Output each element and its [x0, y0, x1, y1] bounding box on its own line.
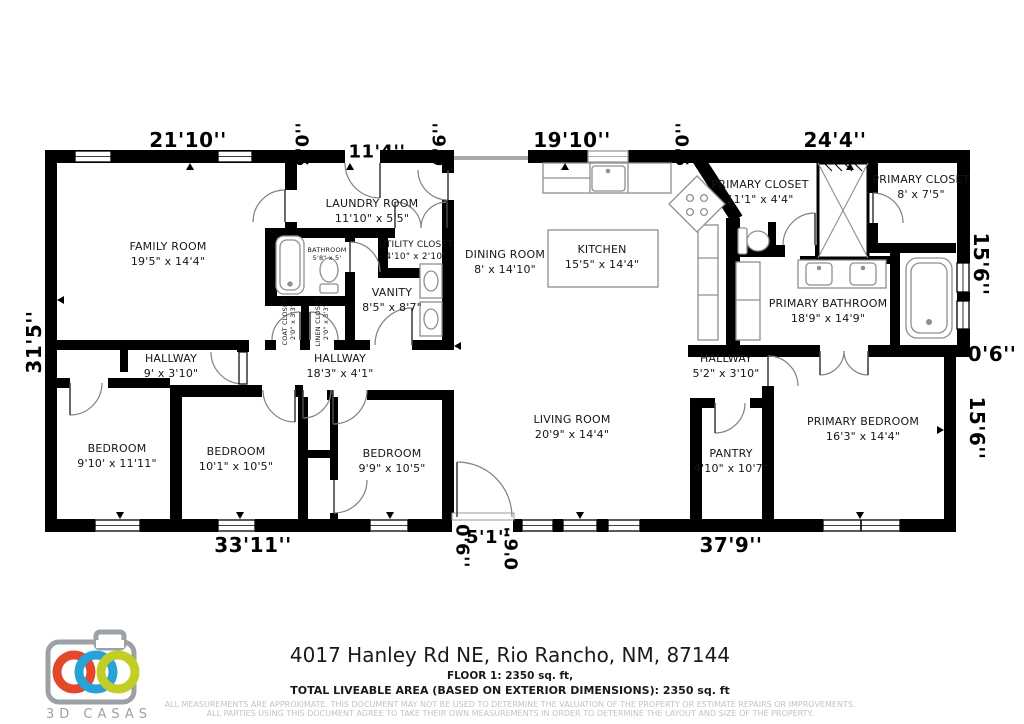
room-label-dining-room: DINING ROOM 8' x 14'10" [464, 248, 546, 276]
shower-icon [736, 262, 760, 340]
disclaimer-line-1: ALL MEASUREMENTS ARE APPROXIMATE. THIS DOCUMENT MAY NOT BE USED TO DETERMINE THE VALUATION OF THE PROPERTY OR ESTIMATE REPAIRS OR IMPROVEMENTS. [164, 700, 856, 709]
room-label-coat-closet: COAT CLOSET 2'0" x 3'3" [281, 298, 297, 346]
room-label-bedroom-2: BEDROOM 10'1" x 10'5" [198, 445, 274, 473]
dim-top-11-4: 11'4'' [348, 141, 406, 163]
dim-top-24-4: 24'4'' [803, 128, 867, 152]
threshold-lines [452, 156, 528, 520]
room-label-primary-closet-2: PRIMARY CLOSET 8' x 7'5" [872, 173, 970, 201]
dim-bottom-33-11: 33'11'' [214, 533, 292, 557]
dim-top-19-10: 19'10'' [533, 128, 611, 152]
room-label-hallway-center: HALLWAY 18'3" x 4'1" [306, 352, 374, 380]
primary-vanity-icon [798, 260, 886, 288]
room-label-bedroom-1: BEDROOM 9'10' x 11'11" [77, 442, 157, 470]
wardrobe-icon [818, 163, 868, 258]
room-label-primary-closet-1: PRIMARY CLOSET 11'1" x 4'4" [711, 178, 809, 206]
primary-bathtub-icon [906, 258, 952, 338]
dim-right-15-6-upper: 15'6'' [969, 232, 993, 296]
property-address: 4017 Hanley Rd NE, Rio Rancho, NM, 87144 [289, 643, 731, 667]
room-label-kitchen: KITCHEN 15'5" x 14'4" [564, 243, 640, 271]
bathtub-icon [276, 236, 304, 294]
room-label-family-room: FAMILY ROOM 19'5" x 14'4" [129, 240, 207, 268]
room-label-primary-bathroom: PRIMARY BATHROOM 18'9" x 14'9" [768, 297, 888, 325]
room-label-vanity: VANITY 8'5" x 8'7" [362, 286, 422, 314]
3d-casas-logo-icon [36, 622, 168, 722]
vanity-sinks-icon [420, 264, 442, 336]
room-label-hallway-west: HALLWAY 9' x 3'10" [143, 352, 199, 380]
dim-top-0-6: 0'6'' [429, 121, 451, 167]
dim-top-9-0-b: 9'0'' [672, 121, 694, 167]
room-label-laundry-room: LAUNDRY ROOM 11'10" x 5'5" [325, 197, 419, 225]
dim-right-15-6-lower: 15'6'' [965, 396, 989, 460]
total-area-line: TOTAL LIVEABLE AREA (BASED ON EXTERIOR DIMENSIONS): 2350 sq. ft [290, 684, 730, 697]
floor-area-line: FLOOR 1: 2350 sq. ft, [446, 670, 574, 682]
toilet-icon [320, 258, 338, 293]
dim-top-21-10: 21'10'' [149, 128, 227, 152]
room-label-primary-bedroom: PRIMARY BEDROOM 16'3" x 14'4" [806, 415, 920, 443]
logo-wordmark: 3D CASAS [46, 707, 153, 722]
dim-right-0-6: 0'6'' [967, 342, 1017, 366]
dim-top-9-0-a: 9'0'' [292, 121, 314, 167]
dim-left-31-5: 31'5'' [22, 310, 46, 374]
room-label-pantry: PANTRY 4'10" x 10'7" [693, 447, 769, 475]
dim-bottom-0-6-right: 0'6'' [501, 525, 523, 571]
room-label-bathroom: BATHROOM 5'8" x 5' [307, 246, 347, 262]
room-label-living-room: LIVING ROOM 20'9" x 14'4" [533, 413, 611, 441]
dim-bottom-0-6-left: 0'6'' [451, 523, 473, 569]
room-label-hallway-east: HALLWAY 5'2" x 3'10" [692, 352, 760, 380]
room-label-linen-closet: LINEN CLOSET 2'0" x 3'3" [314, 297, 330, 347]
room-label-bedroom-3: BEDROOM 9'9" x 10'5" [358, 447, 426, 475]
dim-bottom-5-1: 5'1'' [465, 527, 511, 548]
dim-bottom-37-9: 37'9'' [699, 533, 763, 557]
room-label-utility-closet: UTILITY CLOSET 4'10" x 2'10" [378, 240, 454, 262]
disclaimer-line-2: ALL PARTIES USING THIS DOCUMENT AGREE TO TAKE THEIR OWN MEASUREMENTS IN ORDER TO DETERMINE THE LAYOUT AND SIZE OF THE PROPERTY. [206, 709, 814, 718]
